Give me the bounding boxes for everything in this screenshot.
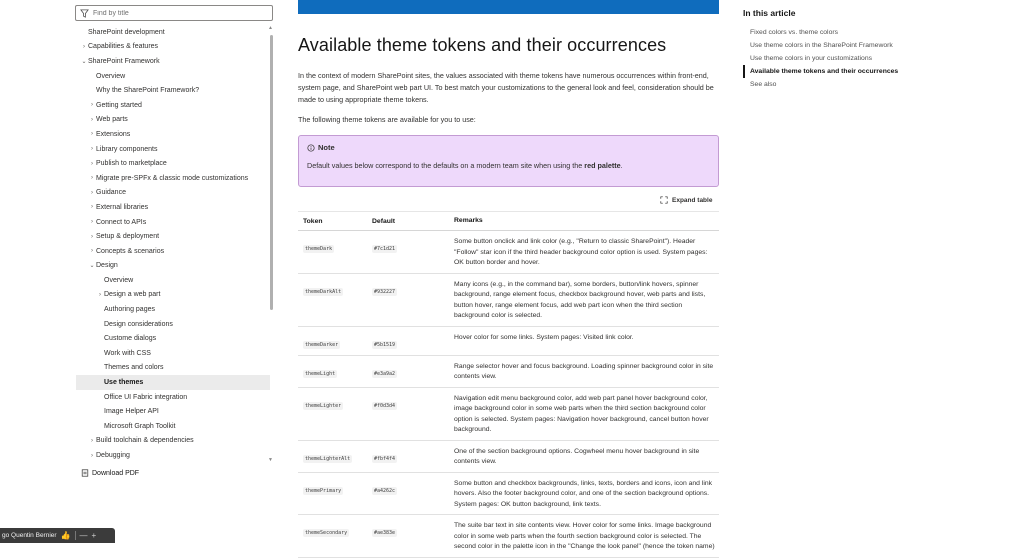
download-pdf-label: Download PDF [92, 469, 140, 477]
sidebar-item[interactable] [76, 390, 270, 405]
remarks-cell: Navigation edit menu background color, add web part panel hover background color, image background color in some web parts when the third section background color option is selected. System pages: Navigation hover background, cancel button hover background. [454, 394, 709, 433]
remarks-cell: Hover color for some links. System pages: Visited link color. [454, 333, 634, 341]
table-row [298, 231, 719, 274]
chevron-right-icon: › [91, 248, 93, 255]
download-pdf-link[interactable] [81, 469, 139, 477]
call-toolbar [0, 528, 115, 543]
table-row [298, 441, 719, 473]
filter-input[interactable] [93, 10, 263, 17]
token-code: themeLighterAlt [305, 455, 351, 462]
sidebar-item-label: Connect to APIs [96, 218, 147, 226]
page-title: Available theme tokens and their occurrences [298, 35, 667, 55]
sidebar-item-label: Overview [104, 276, 134, 284]
table-row [298, 356, 719, 388]
sidebar-item[interactable] [76, 419, 270, 434]
sidebar-item-label: Design considerations [104, 320, 173, 328]
toc-link[interactable]: See also [750, 81, 777, 88]
toc-link[interactable]: Available theme tokens and their occurrences [743, 65, 943, 78]
note-title: Note [318, 143, 335, 152]
sidebar-item[interactable] [76, 448, 270, 463]
sidebar-item[interactable] [76, 200, 270, 215]
expand-icon [660, 196, 668, 204]
sidebar-scrollbar[interactable] [268, 25, 274, 470]
table-row [298, 473, 719, 516]
chevron-right-icon: › [83, 43, 85, 50]
chevron-right-icon: › [91, 175, 93, 182]
toc-list [743, 26, 943, 91]
remarks-cell: Many icons (e.g., in the command bar), some borders, button/link hovers, spinner background, range element focus, checkbox background hover, web parts and lists, button hover, range element focus, add web part icon when the third section background color is selected. [454, 280, 706, 319]
toc-link[interactable]: Fixed colors vs. theme colors [750, 29, 839, 36]
sidebar-item-label: Design [96, 262, 118, 270]
sidebar-item-label: Themes and colors [104, 364, 164, 372]
sidebar-item[interactable] [76, 273, 270, 288]
chevron-right-icon: › [91, 116, 93, 123]
header-token: Token [303, 217, 323, 225]
sidebar-item[interactable] [76, 171, 270, 186]
token-cell [298, 394, 372, 436]
sidebar-item[interactable] [76, 244, 270, 259]
sidebar-item[interactable] [76, 113, 270, 128]
note-heading [307, 143, 710, 152]
sidebar-item[interactable] [76, 54, 270, 69]
sidebar-item[interactable] [76, 229, 270, 244]
token-code: themeLighter [305, 402, 342, 409]
remarks-cell: One of the section background options. Cogwheel menu hover background in site contents view. [454, 447, 700, 465]
default-code: #fbf4f4 [374, 455, 396, 462]
header-remarks: Remarks [454, 216, 483, 224]
token-cell [298, 333, 372, 351]
default-code: #7c1d21 [374, 246, 396, 252]
default-cell [372, 394, 454, 436]
sidebar-item[interactable] [76, 331, 270, 346]
chevron-down-icon: ⌄ [89, 263, 95, 270]
default-cell [372, 362, 454, 383]
default-cell [372, 280, 454, 322]
chevron-right-icon: › [91, 452, 93, 459]
default-code: #a4262c [374, 487, 396, 494]
sidebar-item[interactable] [76, 98, 270, 113]
thumbs-up-icon[interactable]: 👍 [60, 531, 71, 540]
sidebar-item-label: Guidance [96, 189, 126, 197]
scroll-thumb[interactable] [270, 35, 273, 310]
filter-icon [80, 9, 89, 18]
sidebar-item[interactable] [76, 215, 270, 230]
chevron-right-icon: › [91, 131, 93, 138]
token-cell [298, 237, 372, 269]
table-row [298, 388, 719, 441]
toc-link[interactable]: Use theme colors in the SharePoint Framework [750, 42, 893, 49]
sidebar-item[interactable] [76, 127, 270, 142]
toolbar-divider [75, 531, 76, 540]
sidebar-item-label: Why the SharePoint Framework? [96, 87, 200, 95]
sidebar-item-label: Migrate pre-SPFx & classic mode customizations [96, 174, 249, 182]
sidebar-item-label: Overview [96, 72, 126, 80]
header-default: Default [372, 217, 396, 225]
sidebar-item-label: Custome dialogs [104, 335, 157, 343]
sidebar-item-label: External libraries [96, 203, 149, 211]
note-bold-text: red palette [584, 161, 621, 170]
sidebar-item[interactable] [76, 288, 270, 303]
table-row [298, 274, 719, 327]
tokens-intro: The following theme tokens are available for you to use: [298, 115, 476, 124]
participant-name: go Quentin Bernier [2, 532, 57, 539]
toc-title: In this article [743, 8, 796, 18]
sidebar-item-label: Getting started [96, 101, 142, 109]
token-cell [298, 521, 372, 553]
sidebar-item[interactable] [76, 302, 270, 317]
sidebar-item-label: Design a web part [104, 291, 161, 299]
remarks-cell: Some button and checkbox backgrounds, links, texts, borders and icons, icon and link hovers. Also the footer background color, and one of the section background options. System pages: OK button background, link texts. [454, 479, 713, 508]
hero-image [298, 0, 719, 14]
add-icon[interactable]: + [91, 531, 97, 540]
default-cell [372, 333, 454, 351]
sidebar-item-label: Use themes [104, 379, 144, 387]
chevron-right-icon: › [91, 146, 93, 153]
token-code: themePrimary [305, 487, 342, 494]
sidebar-item-label: Publish to marketplace [96, 160, 167, 168]
scroll-down-arrow-icon[interactable]: ▼ [268, 457, 273, 463]
sidebar-item-label: Work with CSS [104, 349, 151, 357]
scroll-up-arrow-icon[interactable]: ▲ [268, 25, 273, 31]
info-icon [307, 144, 315, 152]
table-row [298, 515, 719, 558]
token-cell [298, 280, 372, 322]
sidebar-item[interactable] [76, 40, 270, 55]
chevron-right-icon: › [99, 291, 101, 298]
note-callout [298, 135, 719, 187]
sidebar-item-label: Microsoft Graph Toolkit [104, 422, 176, 430]
token-code: themeDark [305, 246, 333, 252]
expand-table-button[interactable] [660, 196, 712, 204]
table-row [298, 327, 719, 356]
token-cell [298, 362, 372, 383]
default-cell [372, 479, 454, 511]
sidebar-item[interactable] [76, 69, 270, 84]
chevron-right-icon: › [91, 219, 93, 226]
sidebar-item[interactable] [76, 186, 270, 201]
toc-link[interactable]: Use theme colors in your customizations [750, 55, 873, 62]
sidebar-item-label: Authoring pages [104, 306, 155, 314]
sidebar-item[interactable] [76, 361, 270, 376]
main-content [298, 0, 719, 550]
sidebar-item-label: Office UI Fabric integration [104, 393, 188, 401]
default-cell [372, 521, 454, 553]
token-code: themeSecondary [305, 530, 348, 536]
default-code: #932227 [374, 288, 396, 295]
sidebar-item[interactable] [76, 142, 270, 157]
remarks-cell: The suite bar text in site contents view. Hover color for some links. Image background color in some web parts when the fourth section background color is selected. The second color in the palette icon in the "Change the look panel" (hence the token name) [454, 522, 715, 550]
token-cell [298, 447, 372, 468]
sidebar-item-label: Capabilities & features [88, 43, 159, 51]
table-header [298, 211, 719, 231]
minimize-icon[interactable]: — [79, 531, 88, 540]
sidebar-item-label: SharePoint Framework [88, 57, 160, 65]
sidebar-item-label: Build toolchain & dependencies [96, 437, 194, 445]
pdf-icon [81, 469, 89, 477]
remarks-cell: Range selector hover and focus background. Loading spinner background color in site contents view. [454, 362, 714, 380]
expand-table-label: Expand table [672, 196, 713, 204]
default-code: #f0d3d4 [374, 402, 396, 409]
default-code: #ae383e [374, 530, 396, 536]
sidebar-item-label: Debugging [96, 452, 130, 460]
note-text: Default values below correspond to the defaults on a modern team site when using the red palette. [307, 161, 623, 170]
default-cell [372, 237, 454, 269]
token-code: themeDarkAlt [305, 288, 342, 295]
sidebar-item[interactable] [76, 404, 270, 419]
default-code: #5b1519 [374, 341, 396, 348]
sidebar-item[interactable] [76, 25, 270, 40]
default-cell [372, 447, 454, 468]
sidebar-item-label: Setup & deployment [96, 233, 160, 241]
intro-paragraph: In the context of modern SharePoint sites, the values associated with theme tokens have numerous occurrences within front-end, system page, and SharePoint web part UI. To best match your customizations to the general look and feel, consideration should be made to using appropriate theme tokens. [298, 71, 714, 104]
sidebar-item[interactable] [76, 375, 270, 390]
chevron-right-icon: › [91, 204, 93, 211]
sidebar-item[interactable] [76, 434, 270, 449]
in-this-article [743, 8, 943, 91]
sidebar-item-label: Web parts [96, 116, 128, 124]
chevron-right-icon: › [91, 189, 93, 196]
filter-box[interactable] [75, 5, 273, 21]
sidebar-item-label: Library components [96, 145, 158, 153]
chevron-right-icon: › [91, 102, 93, 109]
sidebar-item[interactable] [76, 259, 270, 274]
token-cell [298, 479, 372, 511]
sidebar-item[interactable] [76, 83, 270, 98]
chevron-right-icon: › [91, 233, 93, 240]
sidebar-item[interactable] [76, 317, 270, 332]
sidebar-item-label: Image Helper API [104, 408, 159, 416]
sidebar-item-label: Concepts & scenarios [96, 247, 165, 255]
theme-tokens-table [298, 211, 719, 558]
remarks-cell: Some button onclick and link color (e.g., "Return to classic SharePoint"). Header "Follow" star icon if the third header background color option is used. System pages: OK button border and hover. [454, 238, 708, 266]
token-code: themeLight [305, 370, 336, 377]
sidebar-item[interactable] [76, 346, 270, 361]
sidebar-nav [76, 25, 270, 472]
chevron-right-icon: › [91, 160, 93, 167]
default-code: #e3a9a2 [374, 370, 396, 377]
sidebar-item[interactable] [76, 156, 270, 171]
sidebar-item-label: Extensions [96, 130, 131, 138]
token-code: themeDarker [305, 341, 339, 348]
chevron-right-icon: › [91, 437, 93, 444]
sidebar-item-label: SharePoint development [88, 28, 165, 36]
chevron-down-icon: ⌄ [81, 58, 87, 65]
